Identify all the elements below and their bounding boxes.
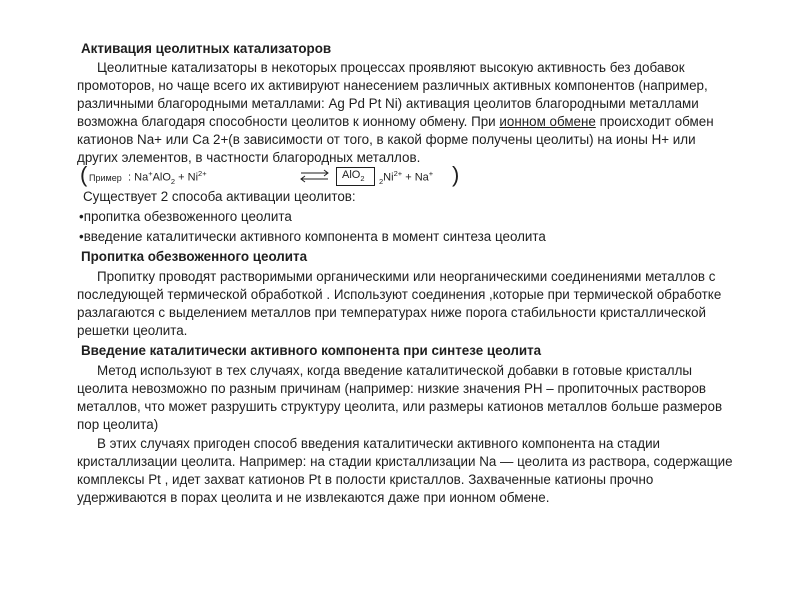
equilibrium-arrows-icon	[300, 169, 330, 183]
section1-line-1: Пропитку проводят растворимыми органическими или неорганическими соединениями металлов с	[97, 269, 716, 284]
intro-line-3: различными благородными металлами: Ag Pd Pt Ni) активация цеолитов благородными металлами	[77, 96, 699, 111]
section2-p1-line-3: металлов, что может разрушить структуру цеолита, или размеры катионов металлов больше размеров	[77, 399, 723, 414]
section2-p2-line-2: кристаллизации цеолита. Например: на стадии кристаллизации Na — цеолита из раствора, содержащие	[77, 454, 733, 469]
formula-close-paren: )	[452, 162, 460, 187]
section2-p2-line-3: комплексы Pt , идет захват катионов Pt в полости кристаллов. Захваченные катионы прочно	[77, 472, 654, 487]
section1-heading: Пропитка обезвоженного цеолита	[81, 249, 308, 264]
intro-line-4-text: возможна благодаря способности цеолитов к ионному обмену. При	[77, 114, 496, 129]
section2-p2-line-1: В этих случаях пригоден способ введения каталитически активного компонента на стадии	[97, 436, 661, 451]
section2-p1-line-4: пор цеолита)	[77, 417, 159, 432]
methods-item-1: •пропитка обезвоженного цеолита	[79, 209, 292, 224]
intro-line-2: промоторов, но чаще всего их активируют нанесением различных активных компонентов (например,	[77, 78, 708, 93]
intro-line-4	[77, 114, 714, 130]
section1-line-4: решетки цеолита.	[77, 323, 188, 338]
formula-example-label: Пример	[89, 173, 122, 183]
intro-line-5: катионов Na+ или Ca 2+(в зависимости от того, в какой форме получены цеолиты) на ионы H+ или	[77, 132, 696, 147]
section2-p2-line-4: удерживаются в порах цеолита и не извлекаются даже при ионном обмене.	[77, 490, 550, 505]
intro-line-1: Цеолитные катализаторы в некоторых процессах проявляют высокую активность без добавок	[97, 60, 685, 75]
methods-intro: Существует 2 способа активации цеолитов:	[83, 189, 356, 204]
formula-right-side: $_2Ni^{2+} + Na^+$	[379, 169, 434, 186]
formula-left-side: : $Na^+AlO_2 + Ni^{2+}$	[128, 169, 207, 186]
ion-exchange-link[interactable]: ионном обмене	[499, 114, 596, 129]
section1-line-3: разлагаются с выделением металлов при температурах ниже порога стабильности кристаллической	[77, 305, 706, 320]
section2-heading: Введение каталитически активного компонента при синтезе цеолита	[81, 343, 542, 358]
section2-p1-line-2: цеолита невозможно по разным причинам (например: низкие значения РН – пропиточных растворов	[77, 381, 707, 396]
intro-line-4-tail: происходит обмен	[599, 114, 714, 129]
section1-line-2: последующей термической обработкой . Используют соединения ,которые при термической обработке	[77, 287, 722, 302]
intro-line-6: других элементов, в частности благородных металлов.	[77, 150, 421, 165]
formula-open-paren: (	[80, 162, 88, 187]
section2-p1-line-1: Метод используют в тех случаях, когда введение каталитической добавки в готовые кристаллы	[97, 363, 693, 378]
methods-item-2: •введение каталитически активного компонента в момент синтеза цеолита	[79, 229, 546, 244]
page-heading: Активация цеолитных катализаторов	[81, 41, 332, 56]
formula-box-content: AlO$_2$	[342, 169, 365, 184]
